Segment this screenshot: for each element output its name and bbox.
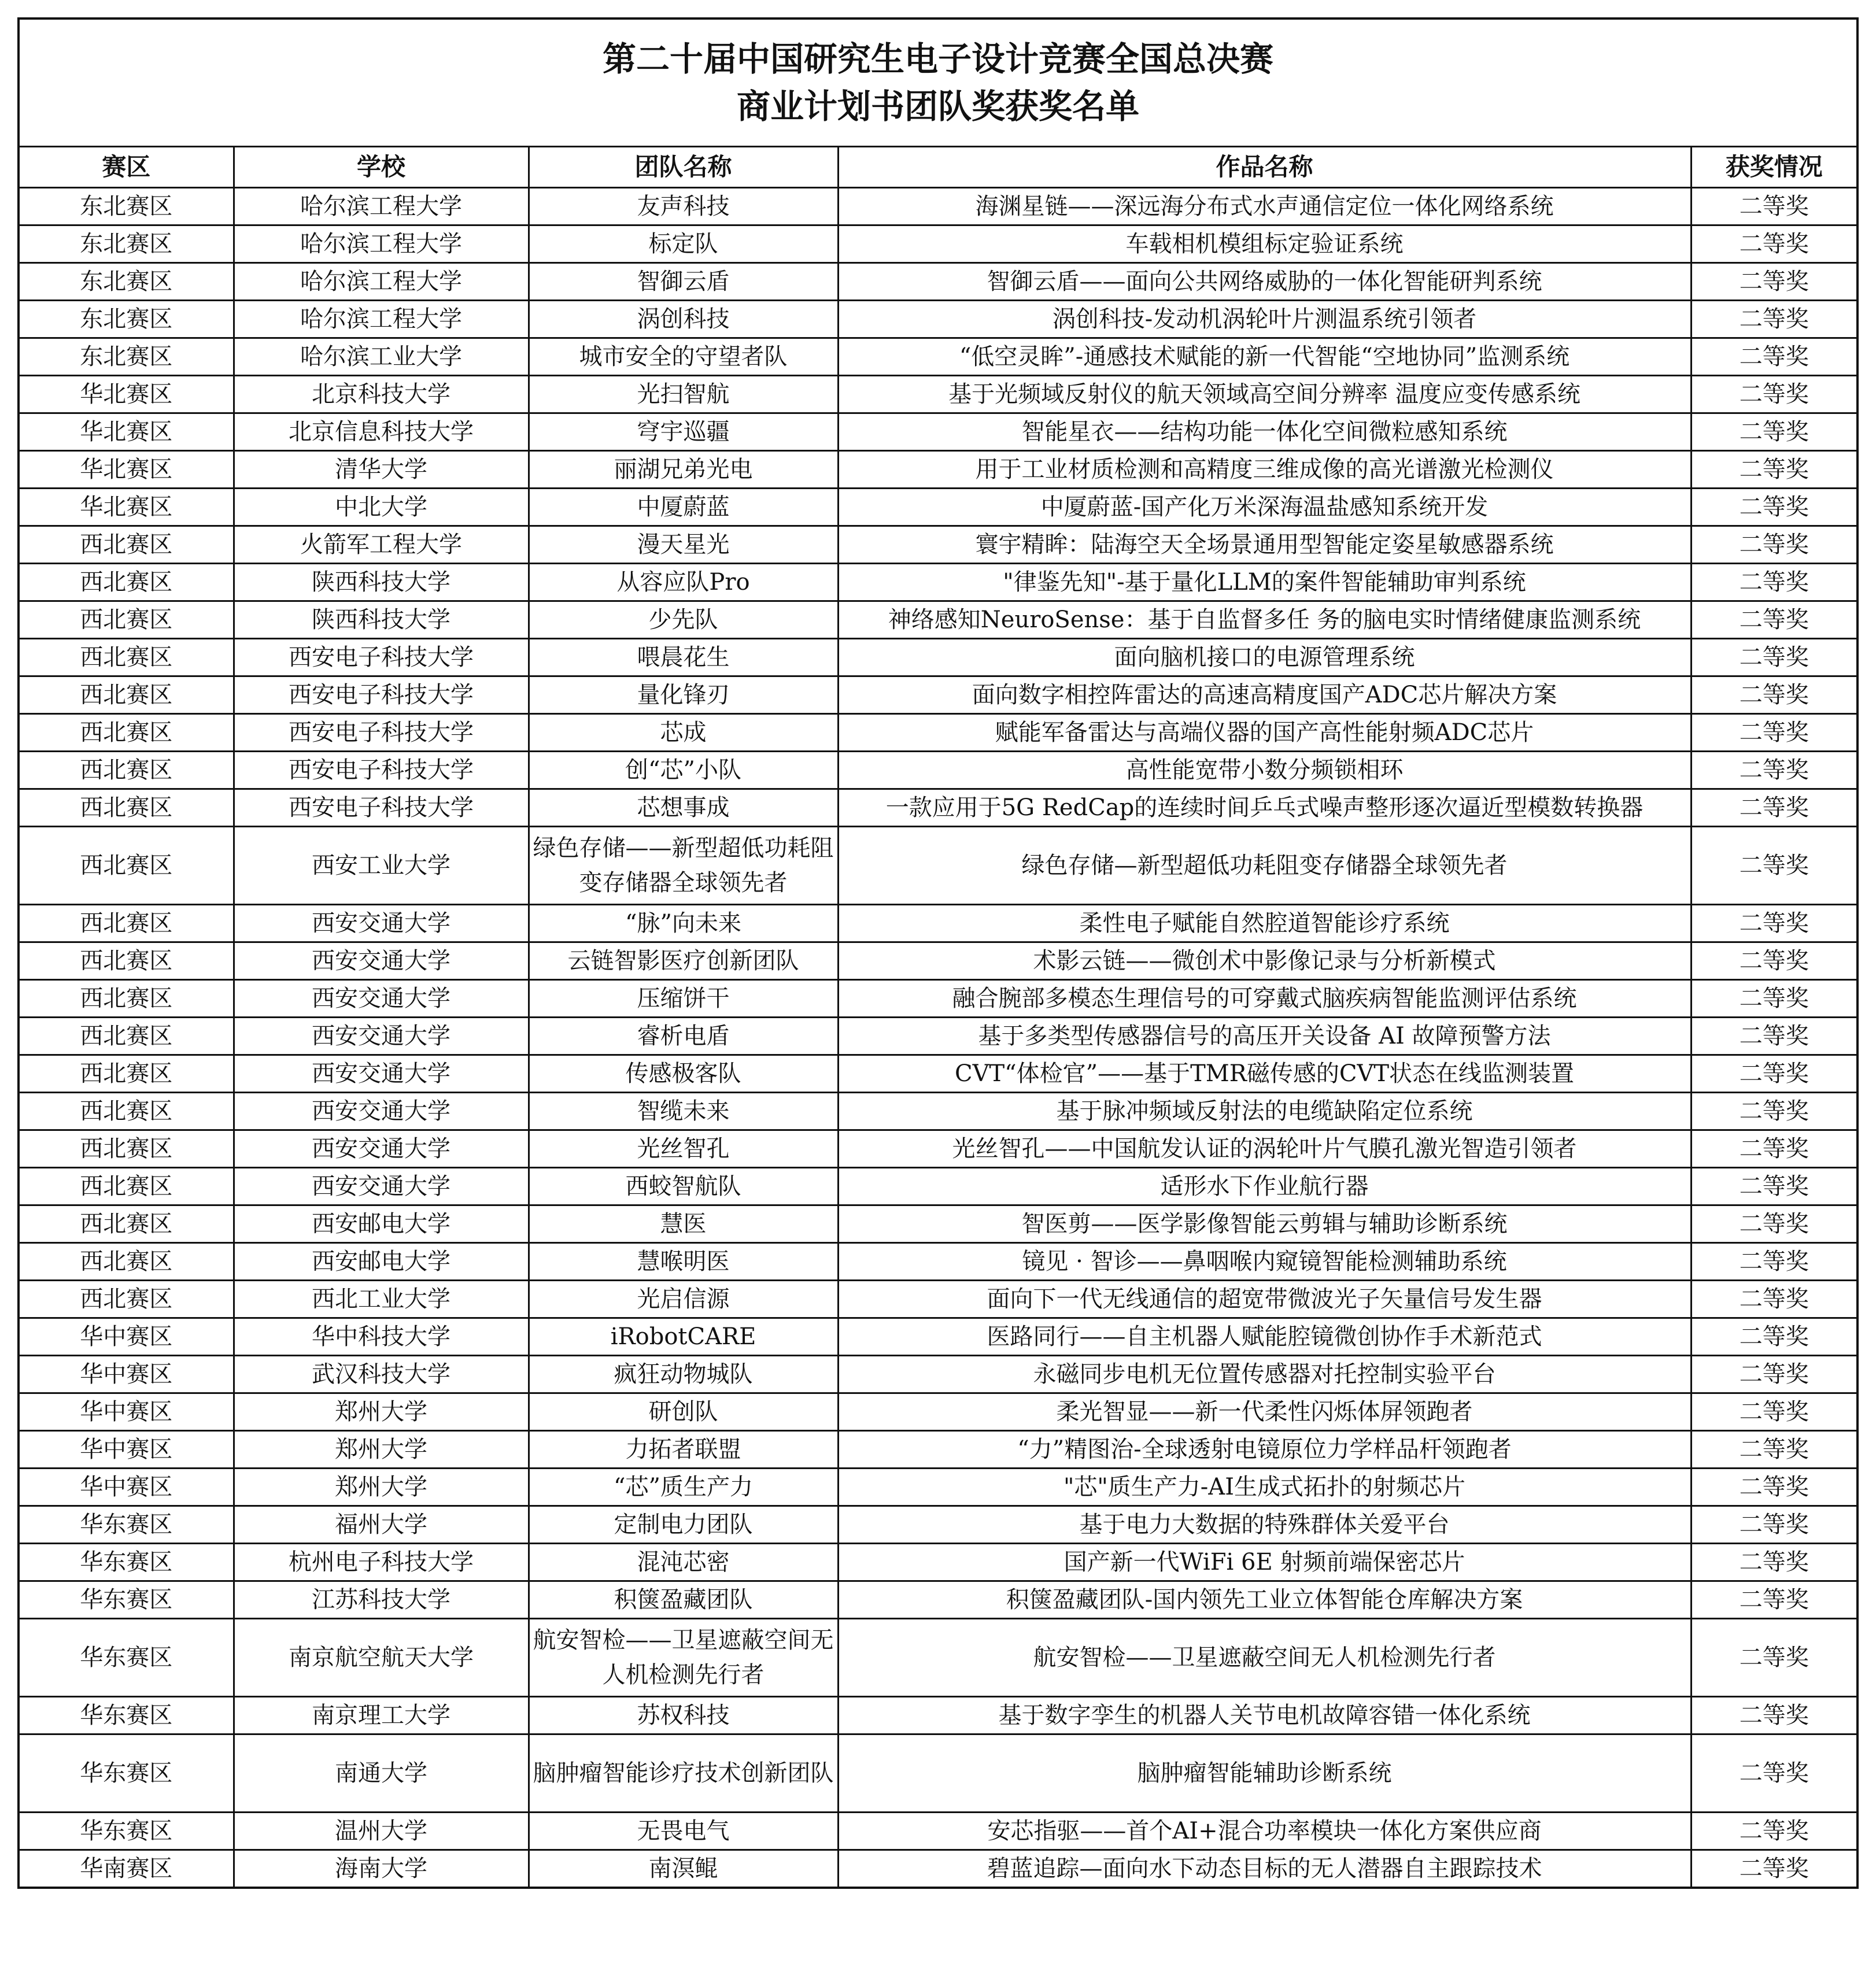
award-cell: 二等奖: [1691, 451, 1856, 489]
school-cell: 海南大学: [234, 1850, 529, 1887]
region-cell: 西北赛区: [20, 752, 234, 789]
region-cell: 西北赛区: [20, 1130, 234, 1168]
team-cell: 混沌芯密: [529, 1544, 838, 1581]
table-row: [20, 1318, 1856, 1356]
award-cell: 二等奖: [1691, 526, 1856, 564]
table-row: [20, 526, 1856, 564]
region-cell: 西北赛区: [20, 942, 234, 980]
team-cell: 少先队: [529, 601, 838, 639]
team-cell: 量化锋刃: [529, 676, 838, 714]
team-cell: iRobotCARE: [529, 1318, 838, 1356]
work-cell: 神络感知NeuroSense：基于自监督多任 务的脑电实时情绪健康监测系统: [838, 601, 1691, 639]
award-cell: 二等奖: [1691, 301, 1856, 338]
table-row: [20, 1205, 1856, 1243]
award-cell: 二等奖: [1691, 1205, 1856, 1243]
school-cell: 武汉科技大学: [234, 1356, 529, 1393]
team-cell: 光丝智孔: [529, 1130, 838, 1168]
region-cell: 东北赛区: [20, 338, 234, 376]
work-cell: CVT“体检官”——基于TMR磁传感的CVT状态在线监测装置: [838, 1055, 1691, 1093]
team-cell: 智缆未来: [529, 1093, 838, 1130]
table-row: [20, 1431, 1856, 1469]
school-cell: 西安交通大学: [234, 1055, 529, 1093]
award-cell: 二等奖: [1691, 1619, 1856, 1697]
table-row: [20, 338, 1856, 376]
region-cell: 西北赛区: [20, 789, 234, 827]
school-cell: 西北工业大学: [234, 1281, 529, 1318]
table-row: [20, 1544, 1856, 1581]
work-cell: 医路同行——自主机器人赋能腔镜微创协作手术新范式: [838, 1318, 1691, 1356]
award-cell: 二等奖: [1691, 1697, 1856, 1734]
work-cell: 海渊星链——深远海分布式水声通信定位一体化网络系统: [838, 188, 1691, 225]
region-cell: 西北赛区: [20, 1205, 234, 1243]
school-cell: 哈尔滨工程大学: [234, 225, 529, 263]
region-cell: 西北赛区: [20, 526, 234, 564]
school-cell: 郑州大学: [234, 1469, 529, 1506]
table-row: [20, 1619, 1856, 1697]
work-cell: 碧蓝追踪—面向水下动态目标的无人潜器自主跟踪技术: [838, 1850, 1691, 1887]
school-cell: 西安电子科技大学: [234, 789, 529, 827]
header-school: 学校: [234, 147, 529, 188]
region-cell: 东北赛区: [20, 225, 234, 263]
team-cell: 城市安全的守望者队: [529, 338, 838, 376]
work-cell: 基于电力大数据的特殊群体关爱平台: [838, 1506, 1691, 1544]
work-cell: 基于多类型传感器信号的高压开关设备 AI 故障预警方法: [838, 1018, 1691, 1055]
table-row: [20, 564, 1856, 601]
region-cell: 华东赛区: [20, 1619, 234, 1697]
award-cell: 二等奖: [1691, 413, 1856, 451]
award-cell: 二等奖: [1691, 376, 1856, 413]
work-cell: 脑肿瘤智能辅助诊断系统: [838, 1734, 1691, 1813]
team-cell: 创“芯”小队: [529, 752, 838, 789]
team-cell: 丽湖兄弟光电: [529, 451, 838, 489]
award-cell: 二等奖: [1691, 263, 1856, 301]
work-cell: 智御云盾——面向公共网络威胁的一体化智能研判系统: [838, 263, 1691, 301]
team-cell: 友声科技: [529, 188, 838, 225]
school-cell: 陕西科技大学: [234, 564, 529, 601]
award-cell: 二等奖: [1691, 564, 1856, 601]
region-cell: 西北赛区: [20, 905, 234, 942]
region-cell: 华中赛区: [20, 1393, 234, 1431]
team-cell: 绿色存储——新型超低功耗阻变存储器全球领先者: [529, 827, 838, 905]
award-cell: 二等奖: [1691, 188, 1856, 225]
region-cell: 西北赛区: [20, 1093, 234, 1130]
award-cell: 二等奖: [1691, 1243, 1856, 1281]
region-cell: 华北赛区: [20, 451, 234, 489]
table-row: [20, 714, 1856, 752]
team-cell: 定制电力团队: [529, 1506, 838, 1544]
school-cell: 北京信息科技大学: [234, 413, 529, 451]
work-cell: 高性能宽带小数分频锁相环: [838, 752, 1691, 789]
table-row: [20, 1469, 1856, 1506]
team-cell: 光启信源: [529, 1281, 838, 1318]
school-cell: 郑州大学: [234, 1393, 529, 1431]
school-cell: 西安交通大学: [234, 905, 529, 942]
work-cell: 术影云链——微创术中影像记录与分析新模式: [838, 942, 1691, 980]
region-cell: 华东赛区: [20, 1734, 234, 1813]
region-cell: 西北赛区: [20, 601, 234, 639]
region-cell: 华东赛区: [20, 1506, 234, 1544]
school-cell: 南京航空航天大学: [234, 1619, 529, 1697]
work-cell: 适形水下作业航行器: [838, 1168, 1691, 1205]
region-cell: 西北赛区: [20, 1243, 234, 1281]
team-cell: 睿析电盾: [529, 1018, 838, 1055]
award-cell: 二等奖: [1691, 601, 1856, 639]
award-cell: 二等奖: [1691, 1356, 1856, 1393]
award-cell: 二等奖: [1691, 338, 1856, 376]
work-cell: 国产新一代WiFi 6E 射频前端保密芯片: [838, 1544, 1691, 1581]
team-cell: 中厦蔚蓝: [529, 489, 838, 526]
work-cell: 基于数字孪生的机器人关节电机故障容错一体化系统: [838, 1697, 1691, 1734]
award-cell: 二等奖: [1691, 489, 1856, 526]
work-cell: 绿色存储—新型超低功耗阻变存储器全球领先者: [838, 827, 1691, 905]
team-cell: 西蛟智航队: [529, 1168, 838, 1205]
school-cell: 西安电子科技大学: [234, 714, 529, 752]
team-cell: 慧医: [529, 1205, 838, 1243]
team-cell: 疯狂动物城队: [529, 1356, 838, 1393]
team-cell: 慧喉明医: [529, 1243, 838, 1281]
team-cell: 苏权科技: [529, 1697, 838, 1734]
table-row: [20, 752, 1856, 789]
table-row: [20, 263, 1856, 301]
school-cell: 西安电子科技大学: [234, 752, 529, 789]
award-cell: 二等奖: [1691, 1469, 1856, 1506]
work-cell: “低空灵眸”-通感技术赋能的新一代智能“空地协同”监测系统: [838, 338, 1691, 376]
work-cell: "芯"质生产力-AI生成式拓扑的射频芯片: [838, 1469, 1691, 1506]
school-cell: 西安邮电大学: [234, 1205, 529, 1243]
award-table: [20, 147, 1856, 1887]
team-cell: 芯想事成: [529, 789, 838, 827]
award-cell: 二等奖: [1691, 1581, 1856, 1619]
school-cell: 西安电子科技大学: [234, 639, 529, 676]
region-cell: 华中赛区: [20, 1469, 234, 1506]
award-cell: 二等奖: [1691, 225, 1856, 263]
region-cell: 西北赛区: [20, 714, 234, 752]
document-title: [20, 20, 1856, 147]
award-cell: 二等奖: [1691, 1734, 1856, 1813]
header-work: 作品名称: [838, 147, 1691, 188]
school-cell: 西安电子科技大学: [234, 676, 529, 714]
team-cell: “脉”向未来: [529, 905, 838, 942]
table-row: [20, 1506, 1856, 1544]
region-cell: 华北赛区: [20, 489, 234, 526]
region-cell: 西北赛区: [20, 1055, 234, 1093]
region-cell: 西北赛区: [20, 1018, 234, 1055]
team-cell: 云链智影医疗创新团队: [529, 942, 838, 980]
work-cell: 用于工业材质检测和高精度三维成像的高光谱激光检测仪: [838, 451, 1691, 489]
work-cell: “力”精图治-全球透射电镜原位力学样品杆领跑者: [838, 1431, 1691, 1469]
table-row: [20, 1018, 1856, 1055]
team-cell: 从容应队Pro: [529, 564, 838, 601]
table-row: [20, 1243, 1856, 1281]
region-cell: 东北赛区: [20, 188, 234, 225]
school-cell: 中北大学: [234, 489, 529, 526]
work-cell: 基于脉冲频域反射法的电缆缺陷定位系统: [838, 1093, 1691, 1130]
work-cell: 基于光频域反射仪的航天领域高空间分辨率 温度应变传感系统: [838, 376, 1691, 413]
work-cell: 寰宇精眸：陆海空天全场景通用型智能定姿星敏感器系统: [838, 526, 1691, 564]
region-cell: 华北赛区: [20, 413, 234, 451]
table-row: [20, 1168, 1856, 1205]
table-row: [20, 676, 1856, 714]
team-cell: 航安智检——卫星遮蔽空间无人机检测先行者: [529, 1619, 838, 1697]
team-cell: 传感极客队: [529, 1055, 838, 1093]
award-cell: 二等奖: [1691, 1018, 1856, 1055]
school-cell: 哈尔滨工业大学: [234, 338, 529, 376]
work-cell: 航安智检——卫星遮蔽空间无人机检测先行者: [838, 1619, 1691, 1697]
work-cell: 镜见 · 智诊——鼻咽喉内窥镜智能检测辅助系统: [838, 1243, 1691, 1281]
table-row: [20, 980, 1856, 1018]
award-cell: 二等奖: [1691, 1130, 1856, 1168]
team-cell: 芯成: [529, 714, 838, 752]
award-cell: 二等奖: [1691, 789, 1856, 827]
region-cell: 华东赛区: [20, 1697, 234, 1734]
team-cell: 脑肿瘤智能诊疗技术创新团队: [529, 1734, 838, 1813]
work-cell: 面向数字相控阵雷达的高速高精度国产ADC芯片解决方案: [838, 676, 1691, 714]
school-cell: 陕西科技大学: [234, 601, 529, 639]
school-cell: 西安交通大学: [234, 980, 529, 1018]
award-cell: 二等奖: [1691, 1431, 1856, 1469]
award-cell: 二等奖: [1691, 1850, 1856, 1887]
team-cell: 压缩饼干: [529, 980, 838, 1018]
team-cell: 涡创科技: [529, 301, 838, 338]
region-cell: 华中赛区: [20, 1318, 234, 1356]
work-cell: 智医剪——医学影像智能云剪辑与辅助诊断系统: [838, 1205, 1691, 1243]
region-cell: 华北赛区: [20, 376, 234, 413]
table-row: [20, 905, 1856, 942]
award-cell: 二等奖: [1691, 1544, 1856, 1581]
region-cell: 华南赛区: [20, 1850, 234, 1887]
school-cell: 南通大学: [234, 1734, 529, 1813]
school-cell: 杭州电子科技大学: [234, 1544, 529, 1581]
table-row: [20, 451, 1856, 489]
work-cell: 融合腕部多模态生理信号的可穿戴式脑疾病智能监测评估系统: [838, 980, 1691, 1018]
region-cell: 华中赛区: [20, 1431, 234, 1469]
team-cell: 积箧盈藏团队: [529, 1581, 838, 1619]
team-cell: 漫天星光: [529, 526, 838, 564]
team-cell: “芯”质生产力: [529, 1469, 838, 1506]
team-cell: 光扫智航: [529, 376, 838, 413]
region-cell: 华东赛区: [20, 1544, 234, 1581]
table-row: [20, 1130, 1856, 1168]
table-row: [20, 1356, 1856, 1393]
table-row: [20, 188, 1856, 225]
work-cell: 面向脑机接口的电源管理系统: [838, 639, 1691, 676]
region-cell: 西北赛区: [20, 980, 234, 1018]
school-cell: 西安交通大学: [234, 1168, 529, 1205]
work-cell: 安芯指驱——首个AI+混合功率模块一体化方案供应商: [838, 1813, 1691, 1850]
header-region: 赛区: [20, 147, 234, 188]
region-cell: 东北赛区: [20, 301, 234, 338]
region-cell: 华中赛区: [20, 1356, 234, 1393]
work-cell: 涡创科技-发动机涡轮叶片测温系统引领者: [838, 301, 1691, 338]
award-cell: 二等奖: [1691, 905, 1856, 942]
table-row: [20, 1581, 1856, 1619]
school-cell: 西安工业大学: [234, 827, 529, 905]
school-cell: 西安交通大学: [234, 1130, 529, 1168]
award-cell: 二等奖: [1691, 676, 1856, 714]
award-cell: 二等奖: [1691, 1393, 1856, 1431]
award-cell: 二等奖: [1691, 1281, 1856, 1318]
work-cell: 光丝智孔——中国航发认证的涡轮叶片气膜孔激光智造引领者: [838, 1130, 1691, 1168]
team-cell: 无畏电气: [529, 1813, 838, 1850]
table-row: [20, 789, 1856, 827]
school-cell: 福州大学: [234, 1506, 529, 1544]
school-cell: 哈尔滨工程大学: [234, 301, 529, 338]
award-cell: 二等奖: [1691, 1055, 1856, 1093]
table-row: [20, 376, 1856, 413]
work-cell: 柔性电子赋能自然腔道智能诊疗系统: [838, 905, 1691, 942]
table-row: [20, 827, 1856, 905]
table-row: [20, 1850, 1856, 1887]
region-cell: 西北赛区: [20, 827, 234, 905]
school-cell: 江苏科技大学: [234, 1581, 529, 1619]
work-cell: 柔光智显——新一代柔性闪烁体屏领跑者: [838, 1393, 1691, 1431]
team-cell: 研创队: [529, 1393, 838, 1431]
table-row: [20, 225, 1856, 263]
school-cell: 哈尔滨工程大学: [234, 188, 529, 225]
school-cell: 西安交通大学: [234, 1093, 529, 1130]
award-cell: 二等奖: [1691, 1318, 1856, 1356]
title-line-1: 第二十届中国研究生电子设计竞赛全国总决赛: [602, 39, 1273, 79]
school-cell: 北京科技大学: [234, 376, 529, 413]
work-cell: 面向下一代无线通信的超宽带微波光子矢量信号发生器: [838, 1281, 1691, 1318]
school-cell: 火箭军工程大学: [234, 526, 529, 564]
region-cell: 西北赛区: [20, 1281, 234, 1318]
award-cell: 二等奖: [1691, 1168, 1856, 1205]
team-cell: 南溟鲲: [529, 1850, 838, 1887]
school-cell: 哈尔滨工程大学: [234, 263, 529, 301]
award-cell: 二等奖: [1691, 752, 1856, 789]
award-cell: 二等奖: [1691, 714, 1856, 752]
title-line-2: 商业计划书团队奖获奖名单: [736, 87, 1139, 126]
work-cell: 一款应用于5G RedCap的连续时间乒乓式噪声整形逐次逼近型模数转换器: [838, 789, 1691, 827]
school-cell: 温州大学: [234, 1813, 529, 1850]
table-row: [20, 1281, 1856, 1318]
award-cell: 二等奖: [1691, 1093, 1856, 1130]
region-cell: 西北赛区: [20, 639, 234, 676]
header-award: 获奖情况: [1691, 147, 1856, 188]
region-cell: 东北赛区: [20, 263, 234, 301]
work-cell: 车载相机模组标定验证系统: [838, 225, 1691, 263]
table-row: [20, 639, 1856, 676]
region-cell: 西北赛区: [20, 676, 234, 714]
table-row: [20, 413, 1856, 451]
award-cell: 二等奖: [1691, 1506, 1856, 1544]
team-cell: 喂晨花生: [529, 639, 838, 676]
table-row: [20, 1055, 1856, 1093]
table-row: [20, 1093, 1856, 1130]
work-cell: 智能星衣——结构功能一体化空间微粒感知系统: [838, 413, 1691, 451]
award-cell: 二等奖: [1691, 639, 1856, 676]
school-cell: 南京理工大学: [234, 1697, 529, 1734]
work-cell: 赋能军备雷达与高端仪器的国产高性能射频ADC芯片: [838, 714, 1691, 752]
table-row: [20, 1697, 1856, 1734]
school-cell: 郑州大学: [234, 1431, 529, 1469]
region-cell: 华东赛区: [20, 1813, 234, 1850]
school-cell: 西安交通大学: [234, 942, 529, 980]
team-cell: 智御云盾: [529, 263, 838, 301]
table-row: [20, 942, 1856, 980]
school-cell: 清华大学: [234, 451, 529, 489]
school-cell: 华中科技大学: [234, 1318, 529, 1356]
work-cell: 永磁同步电机无位置传感器对托控制实验平台: [838, 1356, 1691, 1393]
school-cell: 西安邮电大学: [234, 1243, 529, 1281]
work-cell: "律鉴先知"-基于量化LLM的案件智能辅助审判系统: [838, 564, 1691, 601]
team-cell: 标定队: [529, 225, 838, 263]
table-row: [20, 1813, 1856, 1850]
table-row: [20, 489, 1856, 526]
school-cell: 西安交通大学: [234, 1018, 529, 1055]
table-row: [20, 301, 1856, 338]
header-team: 团队名称: [529, 147, 838, 188]
team-cell: 穹宇巡疆: [529, 413, 838, 451]
region-cell: 西北赛区: [20, 1168, 234, 1205]
region-cell: 华东赛区: [20, 1581, 234, 1619]
work-cell: 积箧盈藏团队-国内领先工业立体智能仓库解决方案: [838, 1581, 1691, 1619]
award-cell: 二等奖: [1691, 980, 1856, 1018]
award-cell: 二等奖: [1691, 827, 1856, 905]
award-list-sheet: [17, 17, 1859, 1889]
table-row: [20, 1393, 1856, 1431]
header-row: [20, 147, 1856, 188]
award-cell: 二等奖: [1691, 1813, 1856, 1850]
table-row: [20, 601, 1856, 639]
table-row: [20, 1734, 1856, 1813]
team-cell: 力拓者联盟: [529, 1431, 838, 1469]
work-cell: 中厦蔚蓝-国产化万米深海温盐感知系统开发: [838, 489, 1691, 526]
award-cell: 二等奖: [1691, 942, 1856, 980]
region-cell: 西北赛区: [20, 564, 234, 601]
